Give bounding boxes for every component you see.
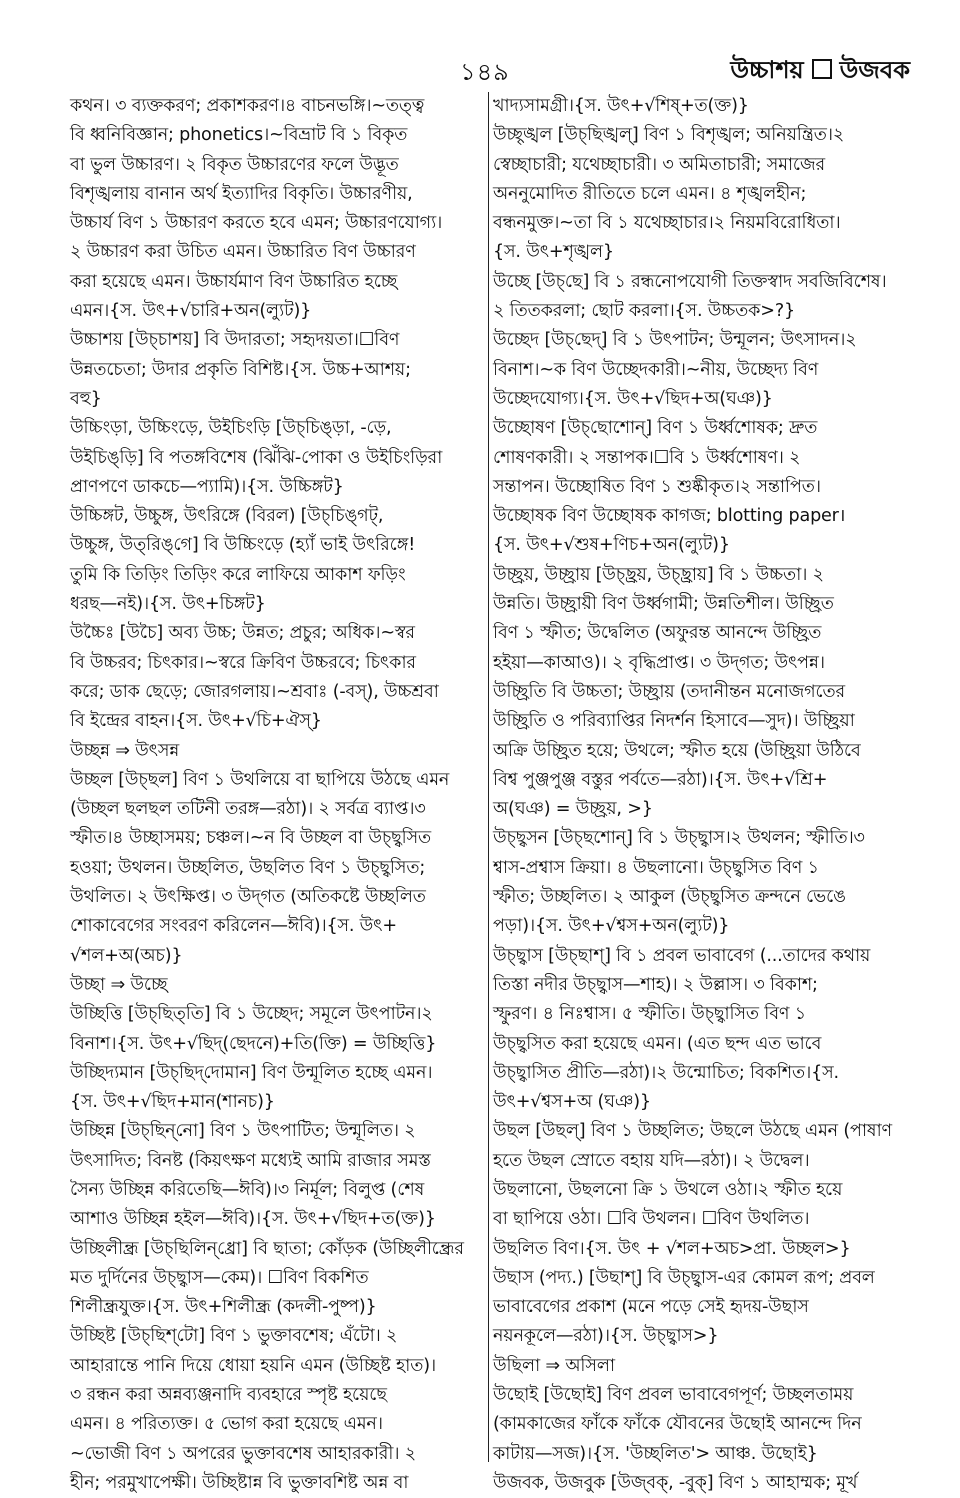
dictionary-text-line: উথলিত। ২ উৎক্ষিপ্ত। ৩ উদ্‌গত (অতিকষ্টে উচ্ছলিত	[70, 887, 426, 908]
dictionary-text-line: আশাও উচ্ছিন্ন হইল—ঈবি)।{স. উৎ+√ছিদ+ত(ক্ত)}	[70, 1209, 436, 1230]
dictionary-text-line: {স. উৎ+শৃঙ্খল}	[493, 242, 614, 263]
dictionary-text-line: উচ্ছা ⇒ উচ্ছে	[70, 974, 168, 995]
dictionary-text-line: কাটায়—সজ)।{স. 'উচ্ছলিত'> আঞ্চ. উছোই}	[493, 1443, 818, 1464]
dictionary-text-line: উৎ+√শ্বস+অ (ঘঞ)}	[493, 1092, 651, 1113]
dictionary-text-line: উইচিঙ্‌ড়ি] বি পতঙ্গবিশেষ (ঝিঁঝি-পোকা ও উইচিংড়িরা	[70, 447, 443, 468]
dictionary-text-line: সন্তাপন। উচ্ছোষিত বিণ ১ শুষ্কীকৃত।২ সন্তাপিত।	[493, 476, 821, 497]
dictionary-text-line: উজবক, উজবুক [উজ্‌বক্‌, -বুক্‌] বিণ ১ আহাম্মক; মূর্খ	[493, 1472, 858, 1493]
dictionary-text-line: ২ তিতকরলা; ছোট করলা।{স. উচ্চতক>?}	[493, 301, 795, 322]
dictionary-text-line: উচ্ছ্রয়, উচ্ছ্রায় [উচ্‌ছ্রয়, উচ্‌ছ্রায়] বি ১ উচ্চতা। ২	[493, 564, 824, 585]
dictionary-text-line: √শল+অ(অচ)}	[70, 945, 183, 966]
guide-separator-box	[812, 59, 832, 79]
page-number: ১৪৯	[460, 58, 510, 86]
dictionary-text-line: বিশৃঙ্খলায় বানান অর্থ ইত্যাদির বিকৃতি। উচ্চারণীয়,	[70, 183, 413, 204]
dictionary-text-line: উচ্ছিলীন্ধ্র [উচ্‌ছিলিন্‌ধ্রো] বি ছাতা; কোঁড়ক (উচ্ছিলীন্ধ্রের	[70, 1238, 464, 1259]
dictionary-text-line: করা হয়েছে এমন। উচ্চার্যমাণ বিণ উচ্চারিত হচ্ছে	[70, 271, 398, 292]
dictionary-text-line: শোকাবেগের সংবরণ করিলেন—ঈবি)।{স. উৎ+	[70, 916, 397, 937]
dictionary-text-line: বিশ্ব পুঞ্জপুঞ্জ বস্তুর পর্বতে—রঠা)।{স. উৎ+√শ্রি+	[493, 769, 828, 790]
dictionary-text-line: উচ্ছ্বাস [উচ্‌ছাশ্‌] বি ১ প্রবল ভাবাবেগ (...তাদের কথায়	[493, 945, 871, 966]
dictionary-text-line: তুমি কি তিড়িং তিড়িং করে লাফিয়ে আকাশ ফড়িং	[70, 564, 406, 585]
left-column	[70, 92, 483, 1493]
dictionary-text-line: স্ফীত; উচ্ছলিত। ২ আকুল (উচ্ছ্বসিত ক্রন্দনে ভেঙে	[493, 887, 846, 908]
dictionary-text-line: বহু}	[70, 388, 102, 409]
dictionary-text-line: উচ্ছেদযোগ্য।{স. উৎ+√ছিদ+অ(ঘঞ)}	[493, 388, 773, 409]
dictionary-text-line: মত দুর্দিনের উচ্ছ্বাস—কেম)। ☐বিণ বিকশিত	[70, 1267, 369, 1288]
dictionary-text-line: উচ্ছে [উচ্‌ছে] বি ১ রন্ধনোপযোগী তিক্তস্বাদ সবজিবিশেষ।	[493, 271, 887, 292]
dictionary-text-line: নয়নকূলে—রঠা)।{স. উচ্ছ্বাস>}	[493, 1326, 719, 1347]
dictionary-text-line: উচ্চাশয় [উচ্‌চাশয়] বি উদারতা; সহৃদয়তা।☐বিণ	[70, 330, 400, 351]
dictionary-text-line: বন্ধনমুক্ত।~তা বি ১ যথেচ্ছাচার।২ নিয়মবিরোধিতা।	[493, 213, 841, 234]
dictionary-text-line: শোষণকারী। ২ সন্তাপক।☐বি ১ উর্ধ্বশোষণ। ২	[493, 447, 801, 468]
dictionary-text-line: (কামকাজের ফাঁকে ফাঁকে যৌবনের উছোই আনন্দে দিন	[493, 1414, 862, 1435]
dictionary-text-line: অননুমোদিত রীতিতে চলে এমন। ৪ শৃঙ্খলহীন;	[493, 183, 807, 204]
dictionary-text-line: বি ধ্বনিবিজ্ঞান; phonetics।~বিভ্রাট বি ১ বিকৃত	[70, 125, 408, 146]
dictionary-text-line: উচ্ছিদ্যমান [উচ্‌ছিদ্‌দোমান] বিণ উন্মূলিত হচ্ছে এমন।	[70, 1062, 433, 1083]
dictionary-text-line: উচ্ছোষণ [উচ্‌ছোশোন্‌] বিণ ১ উর্ধ্বশোষক; দ্রুত	[493, 418, 818, 439]
dictionary-text-line: সৈন্য উচ্ছিন্ন করিতেছি—ঈবি)।৩ নির্মূল; বিলুপ্ত (শেষ	[70, 1179, 425, 1200]
guide-word-start: উচ্চাশয়	[730, 56, 804, 84]
right-column	[493, 92, 905, 1493]
dictionary-text-line: উচ্ছিন্ন [উচ্‌ছিন্‌নো] বিণ ১ উৎপাটিত; উন্মূলিত। ২	[70, 1121, 416, 1142]
dictionary-text-line: উচ্চিঙ্গট, উচ্চুঙ্গ, উৎরিঙ্গে (বিরল) [উচ্‌চিঙ্‌গট্‌,	[70, 506, 384, 527]
dictionary-text-line: উচ্ছিষ্ট [উচ্‌ছিশ্‌টো] বিণ ১ ভুক্তাবশেষ; এঁটো। ২	[70, 1326, 398, 1347]
dictionary-text-line: এমন। ৪ পরিত্যক্ত। ৫ ভোগ করা হয়েছে এমন।	[70, 1414, 383, 1435]
dictionary-text-line: হীন; পরমুখাপেক্ষী। উচ্ছিষ্টান্ন বি ভুক্তাবশিষ্ট অন্ন বা	[70, 1472, 409, 1493]
dictionary-text-line: উৎসাদিত; বিনষ্ট (কিয়ৎক্ষণ মধ্যেই আমি রাজার সমস্ত	[70, 1150, 431, 1171]
dictionary-text-line: খাদ্যসামগ্রী।{স. উৎ+√শিষ্‌+ত(ক্ত)}	[493, 96, 749, 116]
dictionary-text-line: উন্নতি। উচ্ছ্রায়ী বিণ উর্ধ্বগামী; উন্নতিশীল। উচ্ছ্রিত	[493, 594, 834, 615]
dictionary-text-line: ~ভোজী বিণ ১ অপরের ভুক্তাবশেষ আহারকারী। ২	[70, 1443, 416, 1464]
dictionary-text-line: উছাস (পদ্য.) [উছাশ্‌] বি উচ্ছ্বাস-এর কোমল রূপ; প্রবল	[493, 1267, 875, 1288]
dictionary-text-line: উচ্ছ্বসন [উচ্‌ছশোন্‌] বি ১ উচ্ছ্বাস।২ উথলন; স্ফীতি।৩	[493, 828, 865, 849]
dictionary-text-line: উচ্ছেদ [উচ্‌ছেদ্‌] বি ১ উৎপাটন; উন্মূলন; উৎসাদন।২	[493, 330, 857, 351]
dictionary-text-line: উছলিত বিণ।{স. উৎ + √শল+অচ>প্রা. উচ্ছল>}	[493, 1238, 851, 1259]
page-header	[60, 50, 910, 90]
dictionary-text-line: উচ্ছ্রিতি ও পরিব্যাপ্তির নিদর্শন হিসাবে—সুদ)। উচ্ছ্রিয়া	[493, 711, 855, 732]
dictionary-text-line: করে; ডাক ছেড়ে; জোরগলায়।~শ্রবাঃ (-বস্‌), উচ্চশ্রবা	[70, 681, 439, 702]
dictionary-text-line: কথন। ৩ ব্যক্তকরণ; প্রকাশকরণ।৪ বাচনভঙ্গি।~তত্ত্ব	[70, 96, 425, 116]
dictionary-text-line: উচ্ছন্ন ⇒ উৎসন্ন	[70, 740, 180, 761]
dictionary-text-line: উছল [উছল্‌] বিণ ১ উচ্ছলিত; উছলে উঠছে এমন (পাষাণ	[493, 1121, 892, 1142]
dictionary-text-line: ২ উচ্চারণ করা উচিত এমন। উচ্চারিত বিণ উচ্চারণ	[70, 242, 416, 263]
dictionary-text-line: উচ্ছিত্তি [উচ্‌ছিত্‌তি] বি ১ উচ্ছেদ; সমূলে উৎপাটন।২	[70, 1004, 433, 1025]
dictionary-text-line: উচ্ছ্রিতি বি উচ্চতা; উচ্ছ্রায় (তদানীন্তন মনোজগতের	[493, 681, 846, 702]
dictionary-text-line: উছোই [উছোই] বিণ প্রবল ভাবাবেগপূর্ণ; উচ্ছলতাময়	[493, 1385, 854, 1406]
dictionary-text-line: উচ্চার্য বিণ ১ উচ্চারণ করতে হবে এমন; উচ্চারণযোগ্য।	[70, 213, 443, 234]
dictionary-text-line: {স. উৎ+√ছিদ+মান(শানচ)}	[70, 1092, 275, 1113]
dictionary-text-line: উন্নতচেতা; উদার প্রকৃতি বিশিষ্ট।{স. উচ্চ+আশয়;	[70, 359, 411, 380]
dictionary-text-line: প্রাণপণে ডাকচে—প্যামি)।{স. উচ্চিঙ্গট}	[70, 476, 344, 497]
guide-words	[730, 52, 910, 92]
dictionary-text-line: বা ভুল উচ্চারণ। ২ বিকৃত উচ্চারণের ফলে উদ্ভূত	[70, 154, 399, 175]
dictionary-text-line: উচ্চুঙ্গ, উত্‌রিঙ্‌গে] বি উচ্চিংড়ে (হ্যাঁ ভাই উৎরিঙ্গে!	[70, 535, 416, 556]
dictionary-text-line: ধরছ—নই)।{স. উৎ+চিঙ্গট}	[70, 594, 266, 615]
dictionary-text-line: হইয়া—কাআও)। ২ বৃদ্ধিপ্রাপ্ত। ৩ উদ্‌গত; উৎপন্ন।	[493, 652, 825, 673]
dictionary-text-line: উছিলা ⇒ অসিলা	[493, 1355, 615, 1376]
dictionary-text-line: উচ্চিংড়া, উচ্চিংড়ে, উইচিংড়ি [উচ্‌চিঙ্‌ড়া, -ড়ে,	[70, 418, 392, 439]
dictionary-text-line: উচ্ছল [উচ্‌ছল] বিণ ১ উথলিয়ে বা ছাপিয়ে উঠছে এমন	[70, 769, 450, 790]
dictionary-text-line: অক্রি উচ্ছ্রিত হয়ে; উথলে; স্ফীত হয়ে (উচ্ছ্রিয়া উঠিবে	[493, 740, 861, 761]
dictionary-text-line: এমন।{স. উৎ+√চারি+অন(ল্যুট)}	[70, 301, 312, 322]
dictionary-text-line: উচ্ছোষক বিণ উচ্ছোষক কাগজ; blotting paper।	[493, 506, 846, 527]
dictionary-text-line: বিণ ১ স্ফীত; উদ্বেলিত (অফুরন্ত আনন্দে উচ্ছ্রিত	[493, 623, 822, 644]
dictionary-text-line: অ(ঘঞ) = উচ্ছ্রয়, >}	[493, 799, 653, 820]
dictionary-text-line: হতে উছল স্রোতে বহায় যদি—রঠা)। ২ উদ্বেল।	[493, 1150, 810, 1171]
dictionary-text-line: উছলানো, উছলনো ক্রি ১ উথলে ওঠা।২ স্ফীত হয়ে	[493, 1179, 843, 1200]
column-divider	[488, 92, 489, 1462]
dictionary-text-line: শ্বাস-প্রশ্বাস ক্রিয়া। ৪ উছলানো। উচ্ছ্বসিত বিণ ১	[493, 857, 819, 878]
dictionary-text-line: (উচ্ছল ছলছল তটিনী তরঙ্গ—রঠা)। ২ সর্বত্র ব্যাপ্ত।৩	[70, 799, 426, 820]
dictionary-text-line: উচ্ছ্বাসিত প্রীতি—রঠা)।২ উন্মোচিত; বিকশিত।{স.	[493, 1062, 839, 1083]
dictionary-text-line: {স. উৎ+√শুষ+ণিচ+অন(ল্যুট)}	[493, 535, 730, 556]
dictionary-text-line: বি উচ্চরব; চিৎকার।~স্বরে ক্রিবিণ উচ্চরবে; চিৎকার	[70, 652, 416, 673]
dictionary-text-line: বিনাশ।~ক বিণ উচ্ছেদকারী।~নীয়, উচ্ছেদ্য বিণ	[493, 359, 819, 380]
dictionary-text-line: স্ফুরণ। ৪ নিঃশ্বাস। ৫ স্ফীতি। উচ্ছ্বাসিত বিণ ১	[493, 1004, 806, 1025]
dictionary-text-line: স্ফীত।৪ উচ্ছাসময়; চঞ্চল।~ন বি উচ্ছল বা উচ্ছ্বসিত	[70, 828, 432, 849]
dictionary-text-line: উচ্চৈঃ [উচৈ] অব্য উচ্চ; উন্নত; প্রচুর; অধিক।~স্বর	[70, 623, 415, 644]
dictionary-text-line: বি ইন্দ্রের বাহন।{স. উৎ+√চি+ঐস্‌}	[70, 711, 322, 732]
dictionary-text-line: তিস্তা নদীর উচ্ছ্বাস—শাহ)। ২ উল্লাস। ৩ বিকাশ;	[493, 974, 818, 995]
dictionary-text-line: উচ্ছৃঙ্খল [উচ্‌ছিঙ্খল্‌] বিণ ১ বিশৃঙ্খল; অনিয়ন্ত্রিত।২	[493, 125, 845, 146]
dictionary-text-line: শিলীন্ধ্রযুক্ত।{স. উৎ+শিলীন্ধ্র (কদলী-পুষ্প)}	[70, 1297, 377, 1318]
dictionary-text-line: স্বেচ্ছাচারী; যথেচ্ছাচারী। ৩ অমিতাচারী; সমাজের	[493, 154, 825, 175]
guide-word-end: উজবক	[839, 56, 910, 84]
dictionary-text-line: হওয়া; উথলন। উচ্ছলিত, উছলিত বিণ ১ উচ্ছ্বসিত;	[70, 857, 426, 878]
dictionary-text-line: আহারান্তে পানি দিয়ে ধোয়া হয়নি এমন (উচ্ছিষ্ট হাত)।	[70, 1355, 436, 1376]
dictionary-text-line: উচ্ছ্বসিত করা হয়েছে এমন। (এত ছন্দ এত ভাবে	[493, 1033, 822, 1054]
dictionary-text-line: ৩ রন্ধন করা অন্নব্যঞ্জনাদি ব্যবহারে স্পৃষ্ট হয়েছে	[70, 1385, 387, 1406]
dictionary-text-line: বা ছাপিয়ে ওঠা। ☐বি উথলন। ☐বিণ উথলিত।	[493, 1209, 810, 1230]
dictionary-text-line: ভাবাবেগের প্রকাশ (মনে পড়ে সেই হৃদয়-উছাস	[493, 1297, 809, 1318]
dictionary-text-line: বিনাশ।{স. উৎ+√ছিদ্‌(ছেদনে)+তি(ক্তি) = উচ্ছিত্তি}	[70, 1033, 437, 1054]
dictionary-text-line: পড়া)।{স. উৎ+√শ্বস+অন(ল্যুট)}	[493, 916, 730, 937]
